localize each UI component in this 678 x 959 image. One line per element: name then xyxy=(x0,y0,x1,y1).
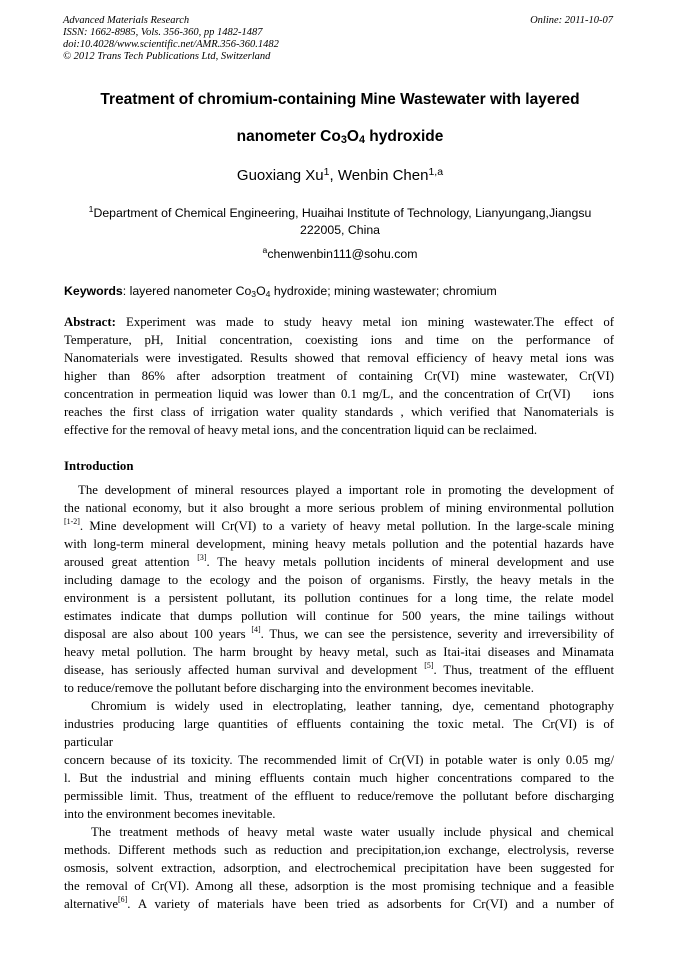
abstract-line: concentration in permeation liquid was lower than 0.1 mg/L, and the concentration of Cr(VI) ions xyxy=(64,387,614,401)
author-email[interactable]: $^a$chenwenbin111@sohu.com xyxy=(262,245,418,261)
citation: [4] xyxy=(251,625,261,634)
paragraph-line: The treatment methods of heavy metal waste water usually include physical and chemical xyxy=(91,825,614,839)
keywords: Keywords: layered nanometer $Co_3O_4$ hydroxide; mining wastewater; chromium xyxy=(64,284,497,299)
abstract xyxy=(64,313,614,439)
abstract-line: effective for the removal of heavy metal ions, and the concentration liquid can be reclaimed. xyxy=(64,423,538,437)
paragraph-line: concern because of its toxicity. The recommended limit of Cr(VI) in potable water is only 0.05 mg/ xyxy=(64,753,614,767)
paragraph-line: particular xyxy=(64,735,114,749)
paragraph-line: the removal of Cr(VI). Among all these, adsorption is the most promising technique and a feasible xyxy=(64,879,614,893)
paper-title-line2: nanometer $Co_3O_4$ hydroxide xyxy=(236,128,444,146)
section-heading-introduction: Introduction xyxy=(64,459,134,473)
introduction-body xyxy=(64,481,614,913)
paragraph-line: the national economy, but it also brought a more serious problem of mining environmental pollution xyxy=(64,501,614,515)
paragraph-line: industries producing large quantities of effluents containing the toxic metal. The Cr(VI) is of xyxy=(64,717,614,731)
paragraph-line: [1-2]. Mine development will Cr(VI) to a variety of heavy metal pollution. In the large-scale mining xyxy=(64,517,614,533)
paragraph-line: disposal are also about 100 years [4]. Thus, we can see the persistence, severity and irreversibility of xyxy=(64,625,614,641)
abstract-label: Abstract: xyxy=(64,315,116,329)
citation: [1-2] xyxy=(64,517,80,526)
paragraph-line: The development of mineral resources played a important role in promoting the development of xyxy=(78,483,614,497)
abstract-line: reaches the first class of irrigation water quality standards , which verified that Nanomaterials is xyxy=(64,405,614,419)
paragraph-line: to reduce/remove the pollutant before discharging into the environment becomes inevitable. xyxy=(64,681,534,695)
paragraph-line: l. But the industrial and mining effluents contain much higher concentrations compared to the xyxy=(64,771,614,785)
paragraph-line: estimates indicate that dumps pollution will continue for 500 years, the mine tailings without xyxy=(64,609,614,623)
paragraph-line: heavy metal pollution. The harm brought by heavy metal, such as Itai-itai diseases and Minamata xyxy=(64,645,614,659)
paragraph-line: with long-term mineral development, mining heavy metals pollution and the potential hazards have xyxy=(64,537,614,551)
paragraph-line: alternative[6]. A variety of materials have been tried as adsorbents for Cr(VI) and a number of xyxy=(64,895,614,911)
online-date: Online: 2011-10-07 xyxy=(530,15,613,26)
abstract-line: Nanomaterials were investigated. Results showed that removal efficiency of heavy metal ions was xyxy=(64,351,614,365)
abstract-line: higher than 86% after adsorption treatment of containing Cr(VI) mine wastewater, Cr(VI) xyxy=(64,369,614,383)
journal-name: Advanced Materials Research xyxy=(63,15,190,26)
paragraph-line: osmosis, solvent extraction, adsorption, and electrochemical precipitation have been suggested for xyxy=(64,861,614,875)
author-name: Wenbin Chen xyxy=(337,167,429,184)
affiliation-postcode: 222005, China xyxy=(300,223,380,237)
doi-line: doi:10.4028/www.scientific.net/AMR.356-360.1482 xyxy=(63,39,279,50)
author-name: Guoxiang Xu xyxy=(236,167,324,184)
citation: [5] xyxy=(424,661,434,670)
paragraph-line: methods. Different methods such as reduction and precipitation,ion exchange, electrolysis, reverse xyxy=(64,843,614,857)
paragraph-line: disease, has seriously affected human survival and development [5]. Thus, treatment of the effluent xyxy=(64,661,615,677)
paragraph-line: Chromium is widely used in electroplating, leather tanning, dye, cementand photography xyxy=(91,699,614,713)
paragraph-line: aroused great attention [3]. The heavy metals pollution incidents of mineral development and use xyxy=(64,553,615,569)
paragraph-line: permissible limit. Thus, treatment of the effluent to reduce/remove the pollutant before discharging xyxy=(64,789,614,803)
citation: [6] xyxy=(118,895,128,904)
keywords-label: Keywords xyxy=(64,284,123,298)
paragraph-line: environment is a persistent pollutant, its pollution continues for a long time, the relate model xyxy=(64,591,614,605)
authors: Guoxiang Xu$^1$, Wenbin Chen$^{1,a}$ xyxy=(236,166,444,184)
copyright-line: © 2012 Trans Tech Publications Ltd, Switzerland xyxy=(63,51,271,62)
paper-title-line1: Treatment of chromium-containing Mine Wastewater with layered xyxy=(100,91,580,108)
abstract-line: Abstract: Experiment was made to study heavy metal ion mining wastewater.The effect of xyxy=(64,315,614,329)
affiliation: $^1$Department of Chemical Engineering, Huaihai Institute of Technology, Lianyungang,Jiangsu xyxy=(88,204,592,220)
citation: [3] xyxy=(197,553,207,562)
paragraph-line: including damage to the ecology and the poison of organisms. Firstly, the heavy metals in the xyxy=(64,573,614,587)
paragraph-line: into the environment becomes inevitable. xyxy=(64,807,276,821)
abstract-line: Temperature, pH, Initial concentration, coexisting ions and time on the performance of xyxy=(64,333,614,347)
issn-line: ISSN: 1662-8985, Vols. 356-360, pp 1482-1487 xyxy=(63,27,263,38)
